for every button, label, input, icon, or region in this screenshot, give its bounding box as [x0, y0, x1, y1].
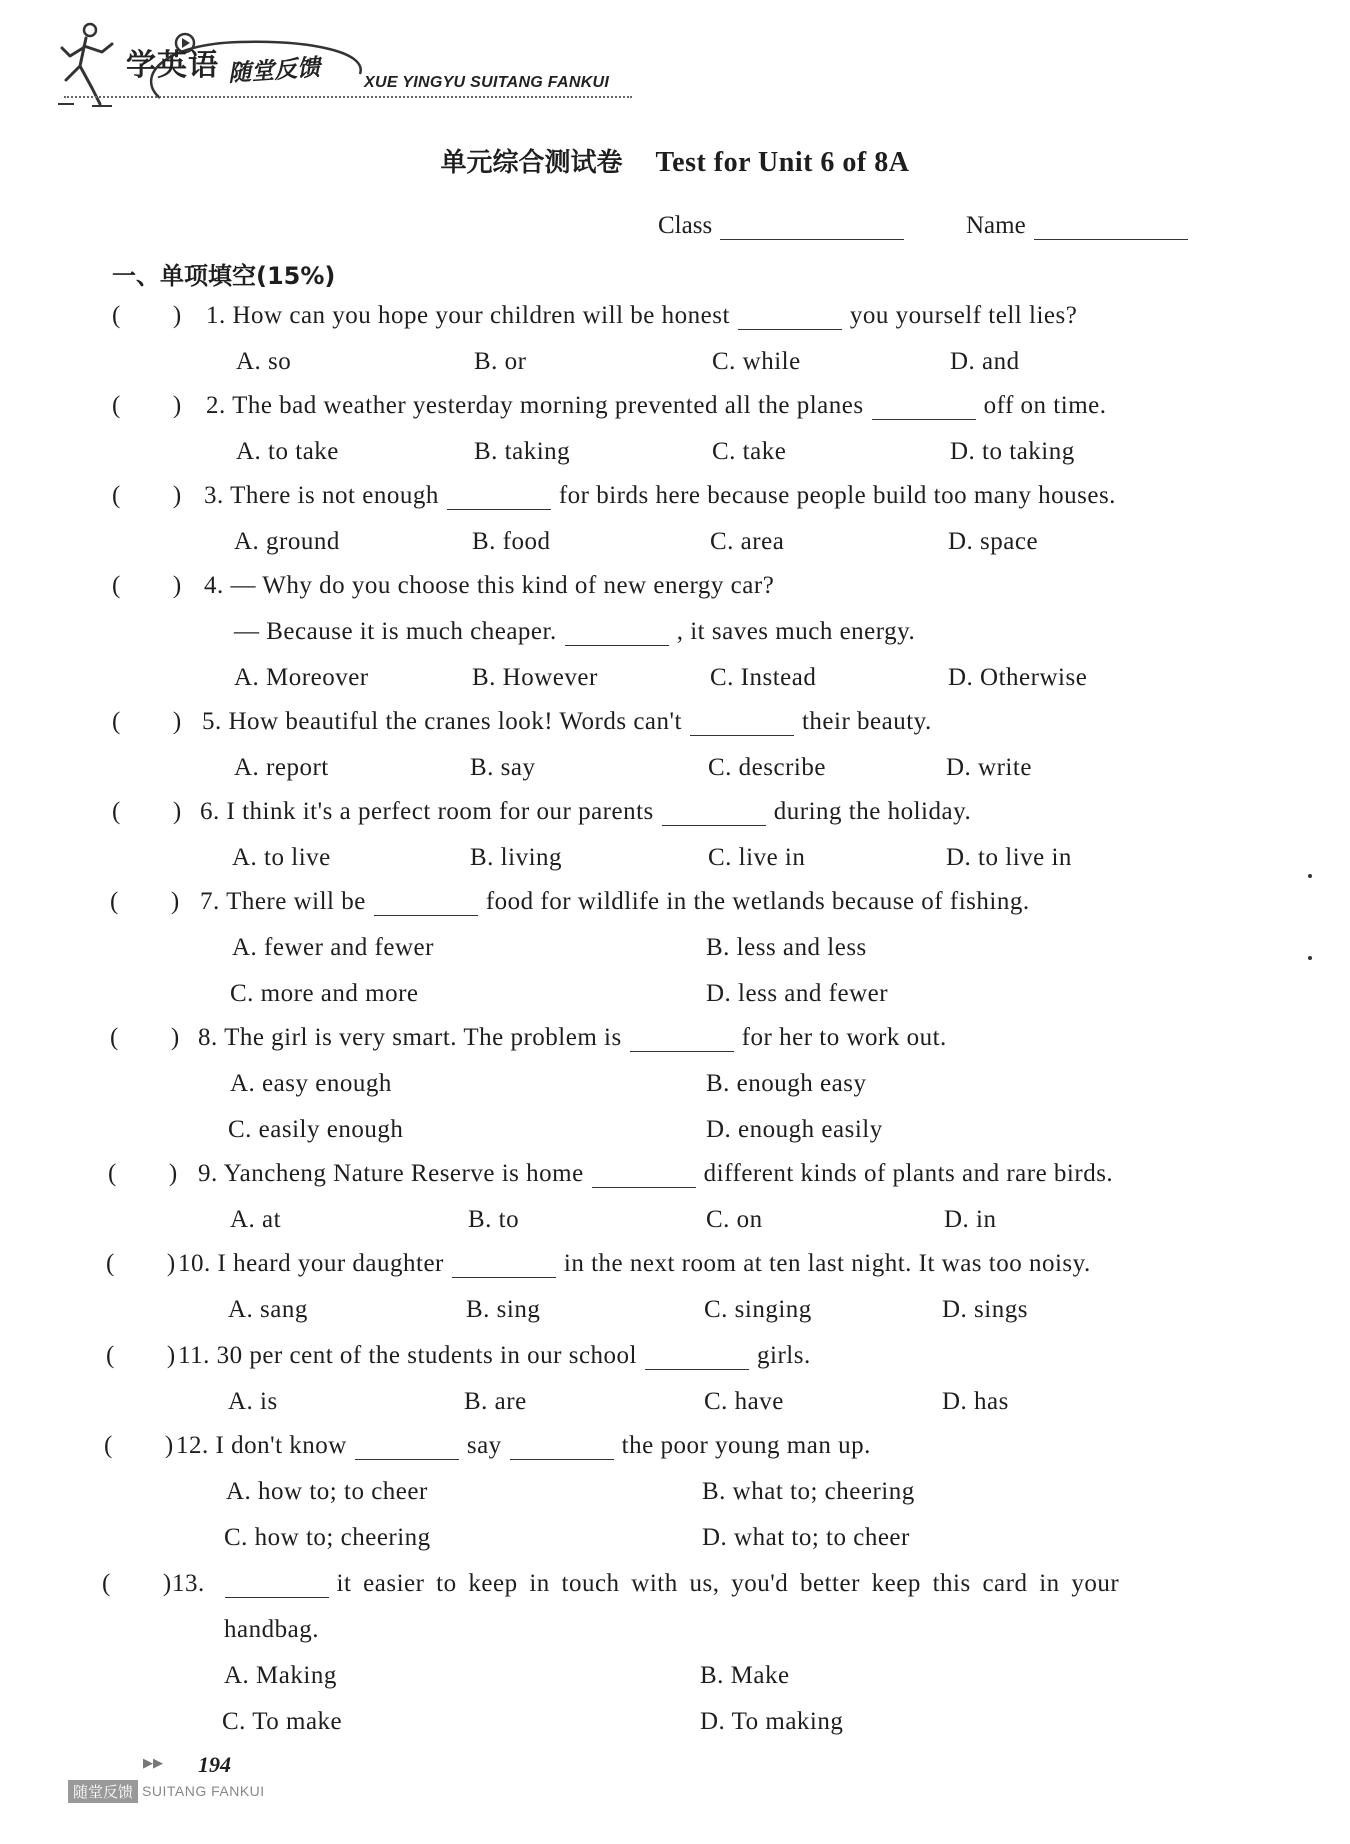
question-8: 8. The girl is very smart. The problem is for her to work out.	[198, 1024, 947, 1051]
class-blank[interactable]	[720, 213, 904, 240]
question-6: 6. I think it's a perfect room for our parents during the holiday.	[200, 798, 972, 825]
question-7: 7. There will be food for wildlife in the wetlands because of fishing.	[200, 888, 1030, 915]
option[interactable]: A. how to; to cheer	[226, 1478, 428, 1505]
answer-paren[interactable]: ( )	[102, 1570, 172, 1597]
option[interactable]: D. what to; to cheer	[702, 1524, 910, 1551]
page-number: 194	[198, 1752, 231, 1777]
option[interactable]: A. at	[230, 1206, 282, 1233]
answer-paren[interactable]: ( )	[110, 888, 180, 915]
question-13: 13. it easier to keep in touch with us, you'd better keep this card in your	[172, 1570, 1120, 1597]
arrow-right-icon: ▶▶	[143, 1756, 163, 1771]
answer-blank[interactable]	[872, 395, 976, 420]
option[interactable]: B. less and less	[706, 934, 867, 961]
answer-paren[interactable]: ( )	[112, 302, 182, 329]
option[interactable]: B. living	[470, 844, 563, 871]
answer-blank[interactable]	[374, 891, 478, 916]
title-english: Test for Unit 6 of 8A	[655, 147, 910, 178]
answer-paren[interactable]: ( )	[112, 572, 182, 599]
option[interactable]: B. taking	[474, 438, 571, 465]
option[interactable]: A. report	[234, 754, 329, 781]
option[interactable]: C. have	[704, 1388, 784, 1415]
section-title: 一、单项填空(15%)	[112, 262, 336, 290]
option[interactable]: C. easily enough	[228, 1116, 404, 1143]
answer-paren[interactable]: ( )	[112, 798, 182, 825]
brand-chinese: 学英语	[126, 48, 219, 83]
option[interactable]: C. singing	[704, 1296, 812, 1323]
option[interactable]: A. to live	[232, 844, 331, 871]
footer-tag-en: SUITANG FANKUI	[142, 1783, 265, 1799]
footer-tag	[68, 1780, 265, 1802]
option[interactable]: D. and	[950, 348, 1020, 375]
name-blank[interactable]	[1034, 213, 1188, 240]
question-12: 12. I don't know say the poor young man up.	[176, 1432, 871, 1459]
answer-blank[interactable]	[565, 621, 669, 646]
brand-english: XUE YINGYU SUITANG FANKUI	[364, 74, 610, 91]
option[interactable]: A. fewer and fewer	[232, 934, 434, 961]
question-1: 1. How can you hope your children will be honest you yourself tell lies?	[206, 302, 1078, 329]
margin-mark	[1308, 956, 1312, 960]
option[interactable]: C. more and more	[230, 980, 419, 1007]
option[interactable]: C. Instead	[710, 664, 817, 691]
class-label: Class	[658, 212, 713, 239]
brand-subtitle: 随堂反馈	[227, 53, 321, 88]
option[interactable]: B. are	[464, 1388, 527, 1415]
option[interactable]: A. ground	[234, 528, 340, 555]
option[interactable]: B. say	[470, 754, 536, 781]
answer-blank[interactable]	[645, 1345, 749, 1370]
answer-paren[interactable]: ( )	[112, 482, 182, 509]
option[interactable]: C. live in	[708, 844, 806, 871]
option[interactable]: C. how to; cheering	[224, 1524, 431, 1551]
answer-blank[interactable]	[630, 1027, 734, 1052]
option[interactable]: B. However	[472, 664, 598, 691]
answer-blank[interactable]	[738, 305, 842, 330]
option[interactable]: D. to live in	[946, 844, 1072, 871]
option[interactable]: B. or	[474, 348, 527, 375]
option[interactable]: B. what to; cheering	[702, 1478, 915, 1505]
answer-blank[interactable]	[592, 1163, 696, 1188]
answer-blank[interactable]	[690, 711, 794, 736]
question-3: 3. There is not enough for birds here because people build too many houses.	[204, 482, 1116, 509]
answer-blank[interactable]	[510, 1435, 614, 1460]
title-chinese: 单元综合测试卷	[440, 148, 623, 178]
option[interactable]: D. Otherwise	[948, 664, 1088, 691]
option[interactable]: B. to	[468, 1206, 520, 1233]
answer-paren[interactable]: ( )	[104, 1432, 174, 1459]
footer-tag-cn: 随堂反馈	[68, 1780, 138, 1803]
option[interactable]: C. To make	[222, 1708, 343, 1735]
question-11: 11. 30 per cent of the students in our school girls.	[178, 1342, 811, 1369]
page-title	[0, 142, 1350, 179]
option[interactable]: A. Moreover	[234, 664, 369, 691]
option[interactable]: B. enough easy	[706, 1070, 867, 1097]
answer-blank[interactable]	[355, 1435, 459, 1460]
option[interactable]: C. while	[712, 348, 801, 375]
question-10: 10. I heard your daughter in the next room at ten last night. It was too noisy.	[178, 1250, 1091, 1277]
question-9: 9. Yancheng Nature Reserve is home different kinds of plants and rare birds.	[198, 1160, 1114, 1187]
option[interactable]: C. describe	[708, 754, 826, 781]
answer-paren[interactable]: ( )	[110, 1024, 180, 1051]
option[interactable]: D. space	[948, 528, 1039, 555]
answer-blank[interactable]	[452, 1253, 556, 1278]
answer-paren[interactable]: ( )	[106, 1342, 176, 1369]
class-field	[658, 212, 904, 240]
option[interactable]: D. write	[946, 754, 1032, 781]
option[interactable]: D. to taking	[950, 438, 1075, 465]
option[interactable]: C. take	[712, 438, 787, 465]
question-5: 5. How beautiful the cranes look! Words can't their beauty.	[202, 708, 932, 735]
option[interactable]: C. on	[706, 1206, 763, 1233]
header-divider	[64, 96, 632, 98]
name-label: Name	[966, 212, 1026, 239]
option[interactable]: D. has	[942, 1388, 1009, 1415]
option[interactable]: A. to take	[236, 438, 339, 465]
margin-mark	[1308, 874, 1312, 878]
answer-paren[interactable]: ( )	[106, 1250, 176, 1277]
option[interactable]: A. sang	[228, 1296, 308, 1323]
option[interactable]: A. so	[236, 348, 292, 375]
option[interactable]: C. area	[710, 528, 785, 555]
question-2: 2. The bad weather yesterday morning prevented all the planes off on time.	[206, 392, 1107, 419]
option[interactable]: A. Making	[224, 1662, 337, 1689]
option[interactable]: A. is	[228, 1388, 278, 1415]
answer-paren[interactable]: ( )	[108, 1160, 178, 1187]
answer-blank[interactable]	[447, 485, 551, 510]
option[interactable]: B. sing	[466, 1296, 541, 1323]
name-field	[966, 212, 1188, 240]
question-13-line2: handbag.	[224, 1616, 319, 1643]
answer-blank[interactable]	[662, 801, 766, 826]
option[interactable]: D. To making	[700, 1708, 844, 1735]
answer-paren[interactable]: ( )	[112, 392, 182, 419]
question-4-line2: — Because it is much cheaper. , it saves much energy.	[234, 618, 916, 645]
option[interactable]: B. Make	[700, 1662, 790, 1689]
answer-blank[interactable]	[225, 1573, 329, 1598]
option[interactable]: D. less and fewer	[706, 980, 889, 1007]
question-4: 4. — Why do you choose this kind of new energy car?	[204, 572, 775, 599]
option[interactable]: B. food	[472, 528, 551, 555]
answer-paren[interactable]: ( )	[112, 708, 182, 735]
option[interactable]: D. enough easily	[706, 1116, 883, 1143]
running-figure-icon	[56, 18, 126, 108]
option[interactable]: D. in	[944, 1206, 997, 1233]
option[interactable]: A. easy enough	[230, 1070, 392, 1097]
option[interactable]: D. sings	[942, 1296, 1028, 1323]
